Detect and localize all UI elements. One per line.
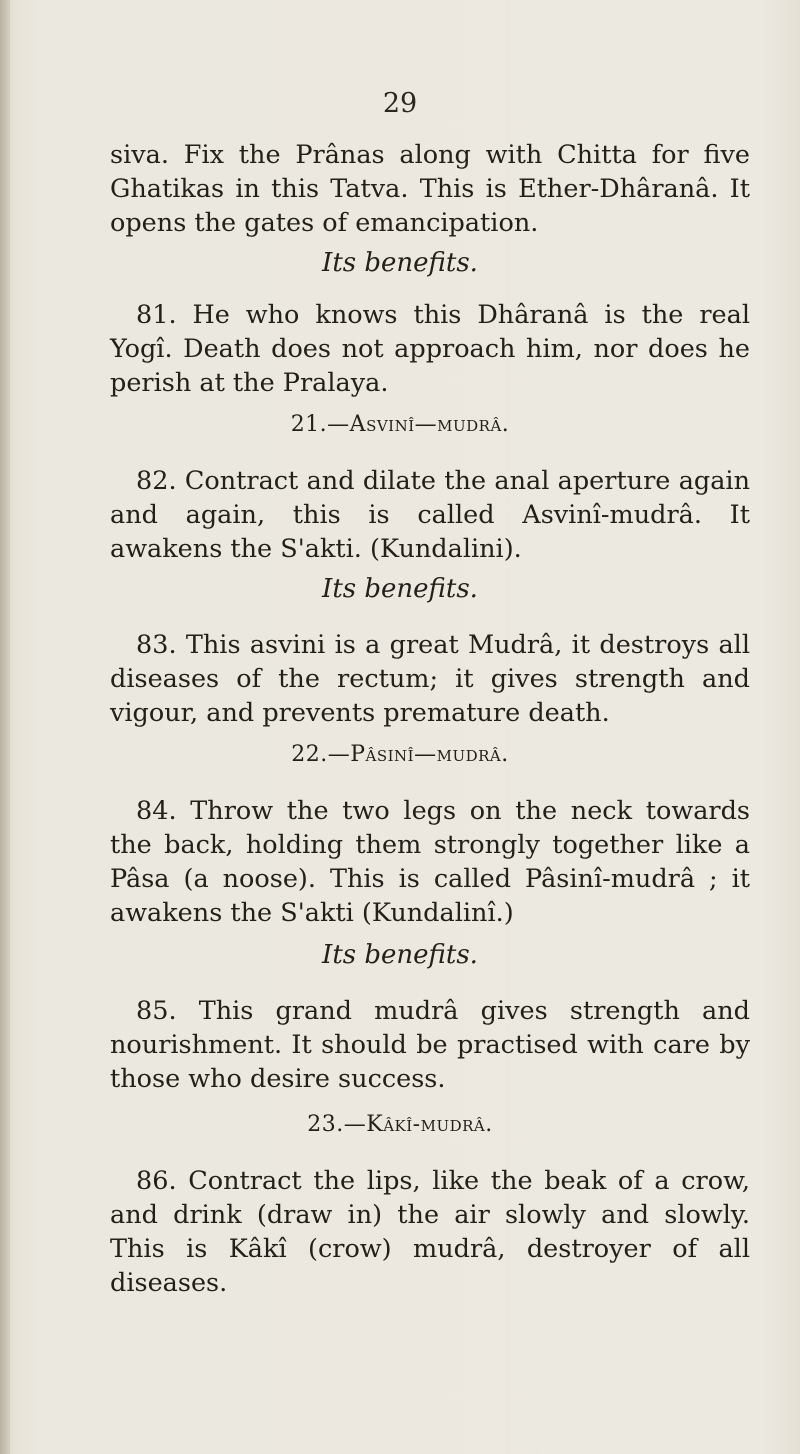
benefits-heading: Its benefits. bbox=[322, 574, 478, 604]
paragraph-81: 81. He who knows this Dhâranâ is the real Yogî. Death does not approach him, nor does he perish at the Pralaya. bbox=[110, 300, 750, 398]
page-number: 29 bbox=[382, 88, 418, 119]
section-heading-pasini-mudra: 22.—Pâsinî—mudrâ. bbox=[291, 742, 509, 767]
paragraph-82: 82. Contract and dilate the anal aperture again and again, this is called Asvinî-mudrâ. It awakens the S'akti. (Kundalini). bbox=[110, 466, 750, 564]
paragraph-86: 86. Contract the lips, like the beak of a crow, and drink (draw in) the air slowly and slowly. This is Kâkî (crow) mudrâ, destroyer of all diseases. bbox=[110, 1166, 750, 1298]
paragraph-83: 83. This asvini is a great Mudrâ, it destroys all diseases of the rectum; it gives strength and vigour, and prevents premature death. bbox=[110, 630, 750, 728]
paragraph-85: 85. This grand mudrâ gives strength and nourishment. It should be practised with care by those who desire success. bbox=[110, 996, 750, 1094]
page-spine-shadow bbox=[0, 0, 10, 1454]
benefits-heading: Its benefits. bbox=[322, 940, 478, 970]
benefits-heading: Its benefits. bbox=[322, 248, 478, 278]
section-heading-kaki-mudra: 23.—Kâkî-mudrâ. bbox=[307, 1112, 493, 1137]
paragraph-84: 84. Throw the two legs on the neck towards the back, holding them strongly together like a Pâsa (a noose). This is called Pâsinî-mudrâ ; it awakens the S'akti (Kundalinî.) bbox=[110, 796, 750, 928]
paragraph-ether-dharana: siva. Fix the Prânas along with Chitta for five Ghatikas in this Tatva. This is Ether-Dhâranâ. It opens the gates of emancipation. bbox=[110, 140, 750, 238]
section-heading-asvini-mudra: 21.—Asvinî—mudrâ. bbox=[290, 412, 510, 437]
